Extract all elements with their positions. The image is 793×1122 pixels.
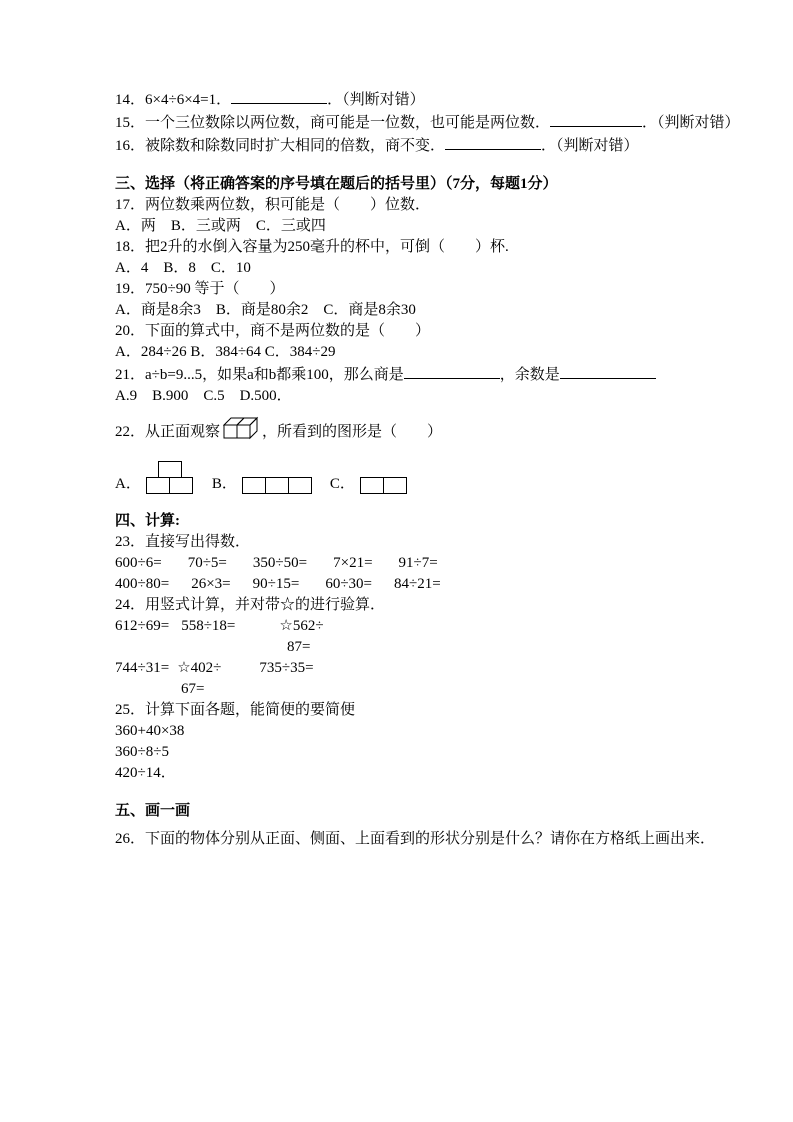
option-a-shape [146,461,194,494]
question-23-row1 [115,553,740,574]
question-20: 20．下面的算式中，商不是两位数的是（ ） [115,323,431,339]
calc-expression: 360÷8÷5 [115,744,169,760]
section-4-title: 四、计算: [115,513,180,529]
question-15-suffix: ．（判断对错） [642,115,740,131]
section-5-title: 五、画一画 [115,803,191,819]
question-20-options: A．284÷26 B．384÷64 C．384÷29 [115,344,336,360]
answer-blank [404,363,500,379]
question-16-text: 16．被除数和除数同时扩大相同的倍数，商不变． [115,138,446,154]
question-24-row4: 67= [181,681,205,697]
calc-expression: 735÷35= [259,660,314,676]
question-23-row2 [115,574,740,595]
option-b-label: B． [211,476,237,492]
question-22-suffix: ，所看到的图形是（ ） [262,424,443,440]
calc-expression: 400÷80= [115,576,170,592]
question-23: 23．直接写出得数． [115,534,251,550]
question-24-row2: 87= [287,639,311,655]
option-a-label: A． [115,476,141,492]
calc-expression: 91÷7= [398,555,438,571]
option-c-label: C． [329,476,355,492]
question-19: 19．750÷90 等于（ ） [115,281,285,297]
question-18-options: A．4 B．8 C．10 [115,260,251,276]
section-3-title: 三、选择（将正确答案的序号填在题后的括号里）（7分，每题1分） [115,176,558,192]
answer-blank [231,88,327,104]
question-18: 18．把2升的水倒入容量为250毫升的杯中，可倒（ ）杯. [115,239,509,255]
question-16-suffix: ．（判断对错） [541,138,639,154]
question-24: 24．用竖式计算，并对带☆的进行验算． [115,597,386,613]
question-21 [115,363,740,386]
cubes-figure-icon [223,416,259,450]
question-21-mid: ，余数是 [499,367,560,383]
calc-expression: 350÷50= [252,555,308,571]
calc-expression: 744÷31= [115,660,170,676]
option-c-shape [360,477,407,494]
exam-page [115,0,740,850]
question-16 [115,134,740,157]
answer-blank [550,111,642,127]
question-19-options: A．商是8余3 B．商是80余2 C．商是8余30 [115,302,416,318]
answer-blank [445,134,541,150]
question-24-row1 [115,616,740,637]
question-22-options [115,457,740,494]
question-21-text: 21．a÷b=9...5，如果a和b都乘100，那么商是 [115,367,404,383]
calc-expression: 84÷21= [394,576,441,592]
question-22-text: 22．从正面观察 [115,424,221,440]
question-26: 26．下面的物体分别从正面、侧面、上面看到的形状分别是什么？请你在方格纸上画出来． [115,831,716,847]
calc-expression: ☆562÷ [279,618,324,634]
calc-expression: 558÷18= [181,618,236,634]
question-15 [115,111,740,134]
question-14-suffix: ．（判断对错） [327,92,425,108]
calc-expression: 70÷5= [187,555,227,571]
calc-expression: 7×21= [333,555,373,571]
question-25: 25．计算下面各题，能简便的要简便 [115,702,356,718]
calc-expression: ☆402÷ [177,660,222,676]
calc-expression: 360+40×38 [115,723,185,739]
question-14 [115,88,740,111]
question-22 [115,416,740,450]
calc-expression: 612÷69= [115,618,170,634]
question-21-options: A.9 B.900 C.5 D.500． [115,388,292,404]
calc-expression: 420÷14． [115,765,176,781]
calc-expression: 26×3= [191,576,231,592]
question-17: 17．两位数乘两位数，积可能是（ ）位数． [115,197,431,213]
calc-expression: 60÷30= [325,576,373,592]
question-14-text: 14．6×4÷6×4=1． [115,92,232,108]
calc-expression: 600÷6= [115,555,162,571]
calc-expression: 90÷15= [252,576,300,592]
question-15-text: 15．一个三位数除以两位数，商可能是一位数，也可能是两位数． [115,115,551,131]
question-24-row3 [115,658,740,679]
option-b-shape [242,477,312,494]
question-17-options: A．两 B．三或两 C．三或四 [115,218,326,234]
answer-blank [560,363,656,379]
